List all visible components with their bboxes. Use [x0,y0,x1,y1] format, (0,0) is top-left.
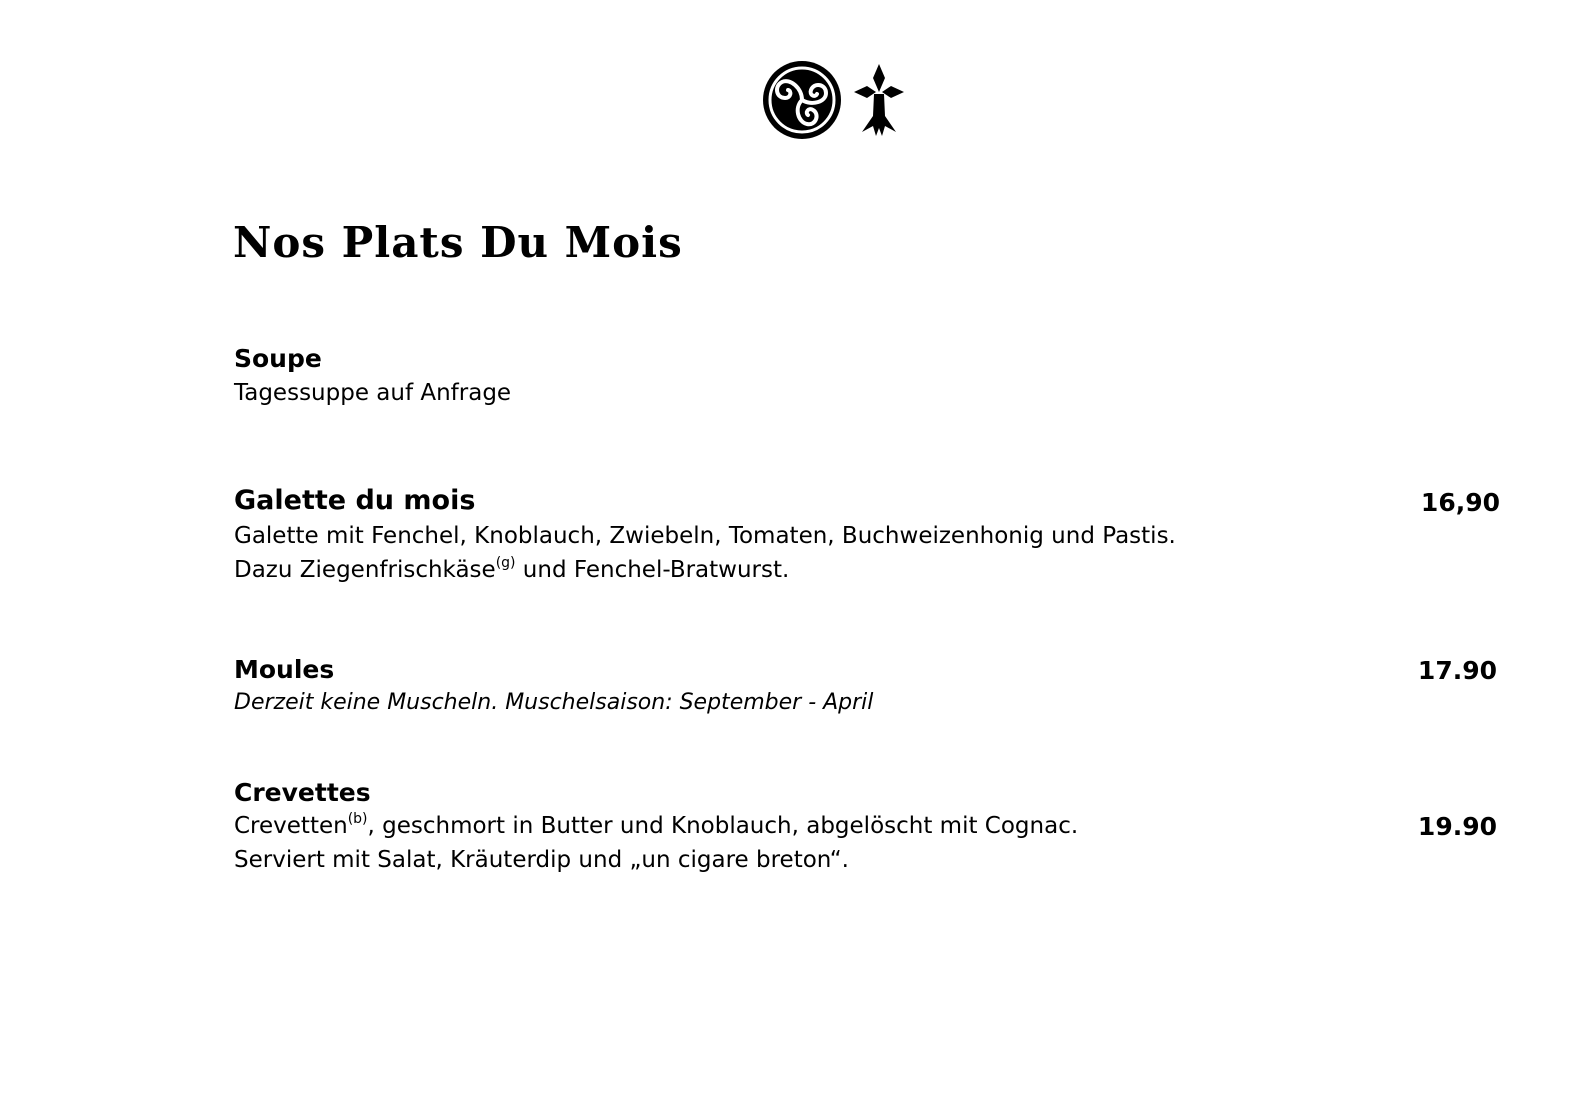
dish-description: Galette mit Fenchel, Knoblauch, Zwiebeln, Tomaten, Buchweizenhonig und Pastis. [234,523,1176,549]
dish-price: 17.90 [1417,656,1497,685]
text-fragment: und Fenchel-Bratwurst. [515,557,790,583]
dish-description-line2 [234,555,790,583]
text-fragment: , geschmort in Butter und Knoblauch, abgelöscht mit Cognac. [367,813,1079,839]
dish-description: Derzeit keine Muscheln. Muschelsaison: September - April [234,690,874,715]
ermine-icon [852,58,906,142]
dish-name: Crevettes [234,778,371,807]
text-fragment: Dazu Ziegenfrischkäse [234,557,496,583]
dish-price: 19.90 [1417,812,1497,841]
dish-name: Moules [234,655,335,684]
text-fragment: Crevetten [234,813,348,839]
dish-name: Galette du mois [234,485,476,516]
dish-description-line2: Serviert mit Salat, Kräuterdip und „un cigare breton“. [234,847,849,873]
allergen-marker: (g) [495,555,516,571]
dish-name: Soupe [234,344,322,373]
header-logo [760,58,910,142]
page-title: Nos Plats Du Mois [233,218,683,267]
triskele-icon [760,58,844,142]
dish-description: Tagessuppe auf Anfrage [234,380,512,406]
dish-price: 16,90 [1420,488,1500,517]
allergen-marker: (b) [347,811,368,827]
dish-description [234,811,1079,839]
